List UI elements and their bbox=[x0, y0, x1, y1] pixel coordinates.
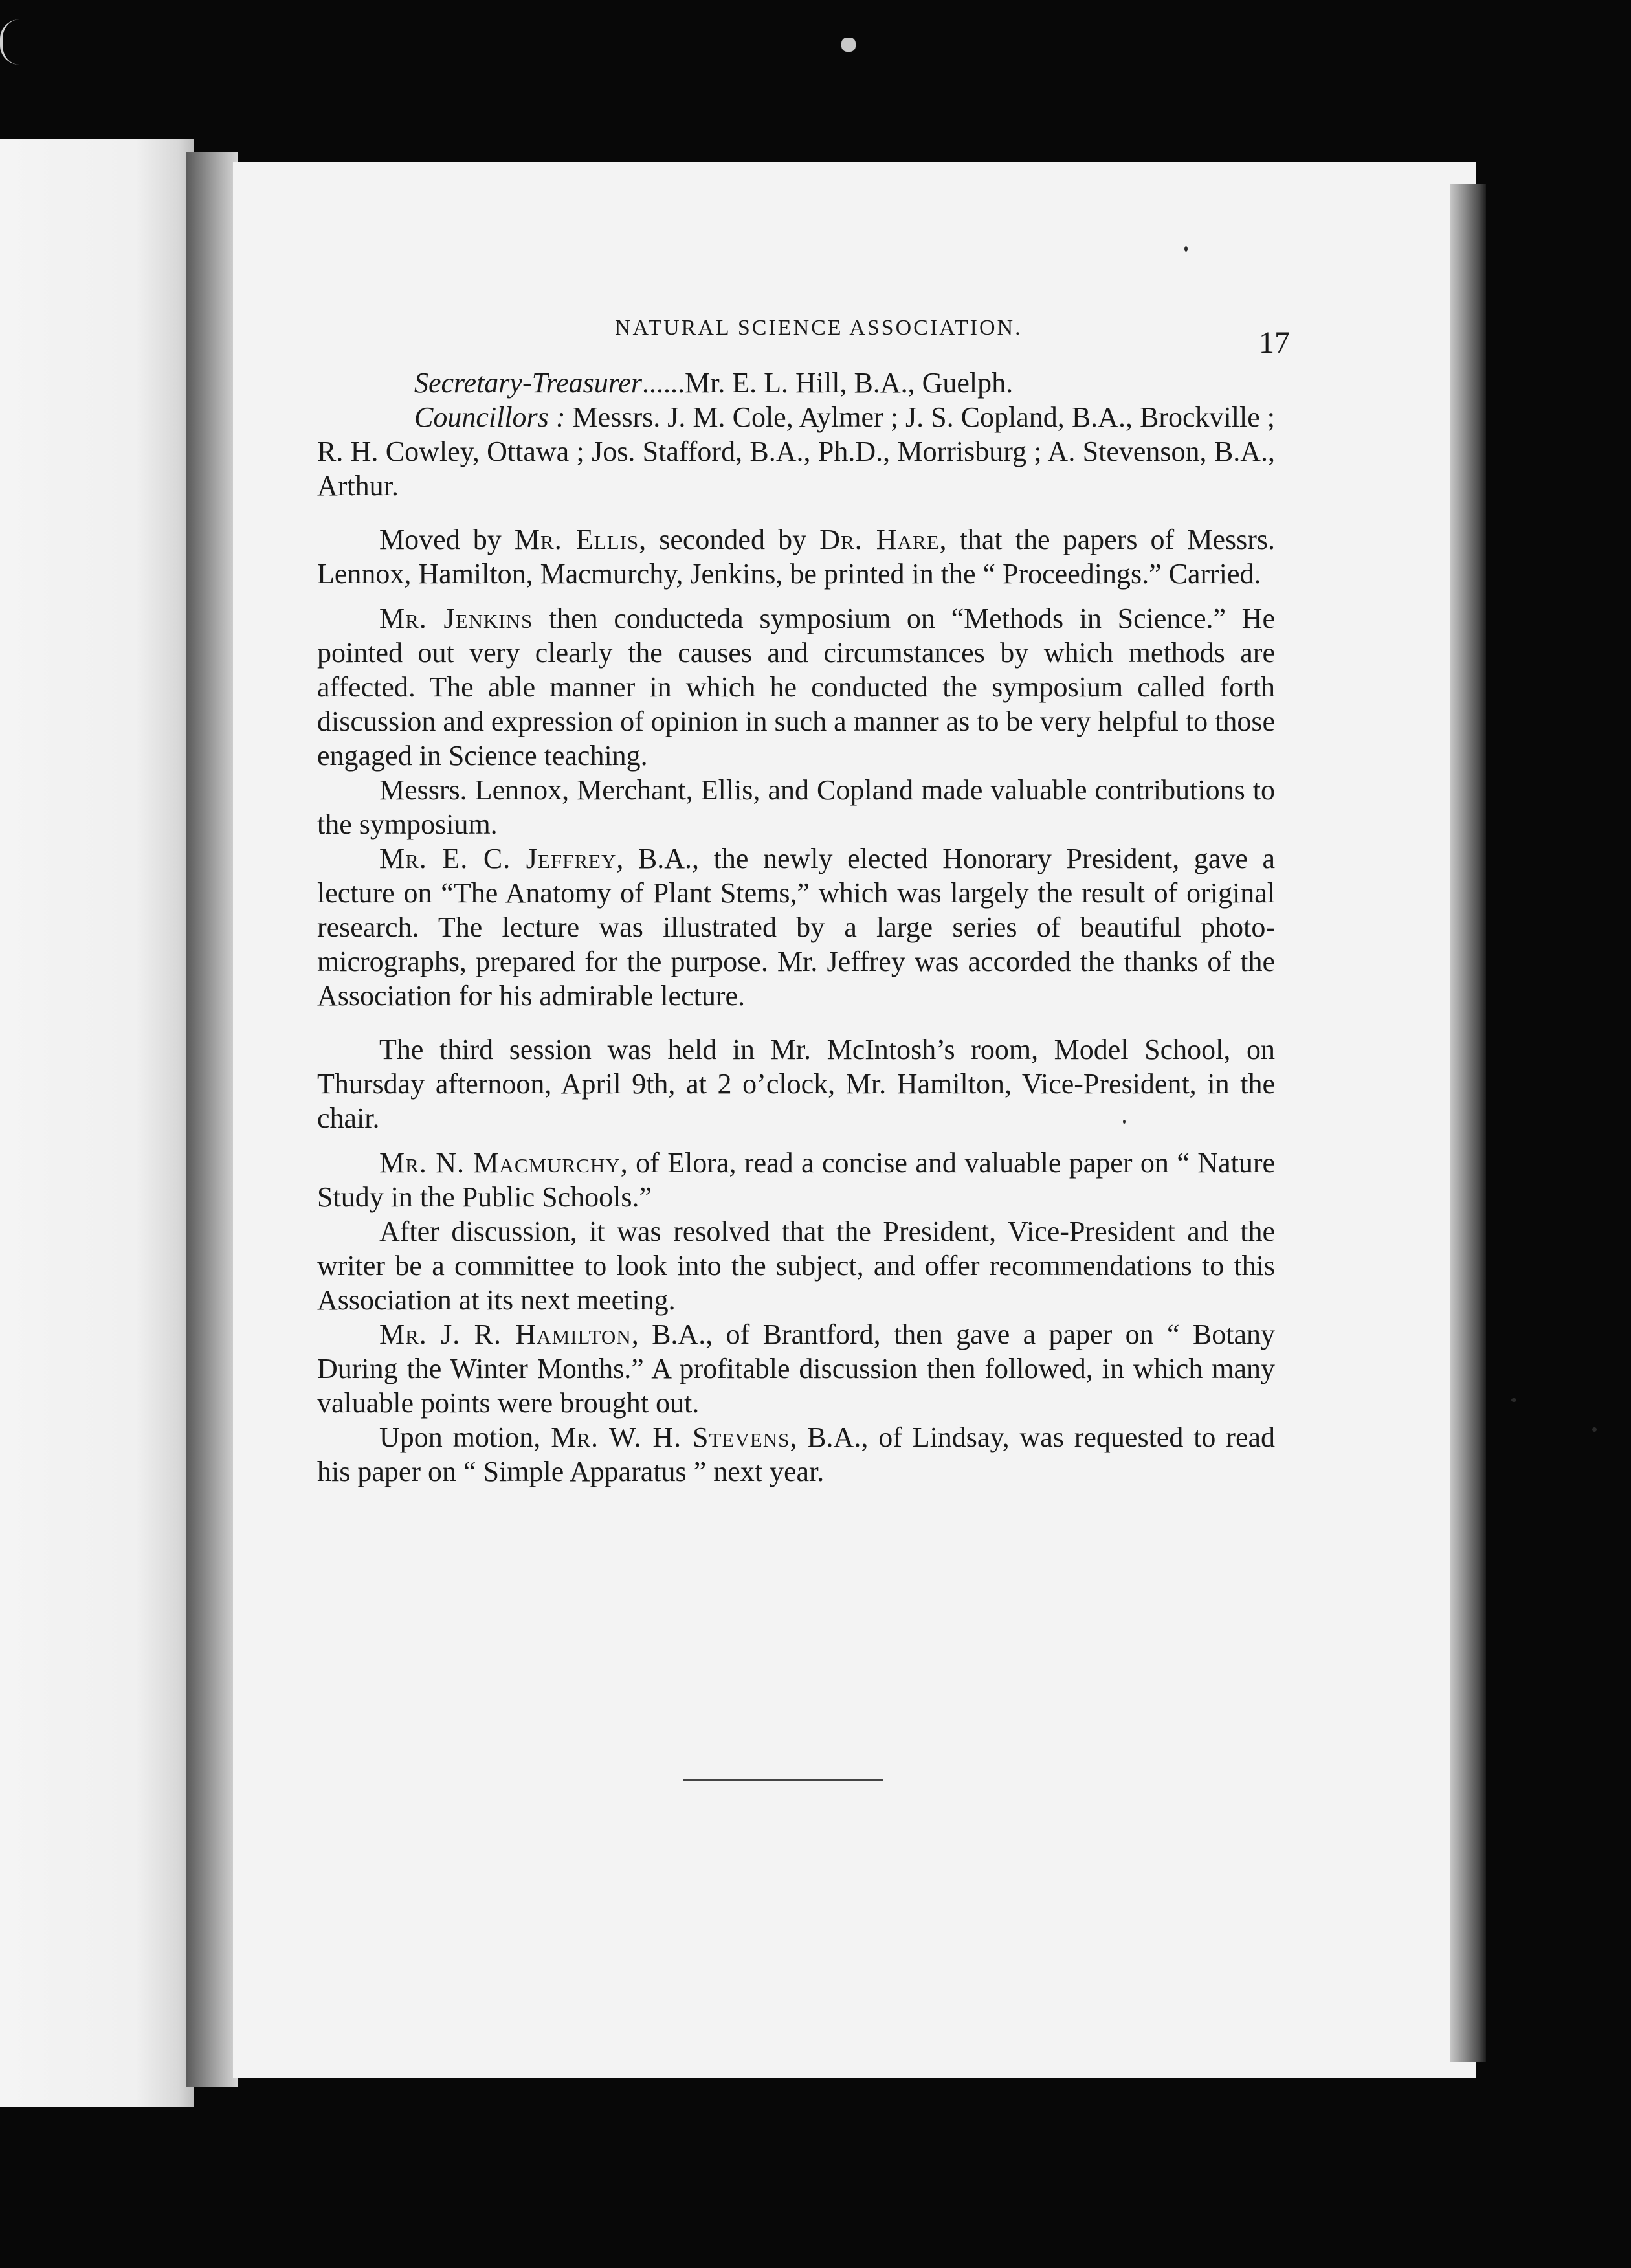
speaker-name: Mr. W. H. Stevens bbox=[551, 1421, 790, 1453]
paragraph-hamilton bbox=[317, 1317, 1275, 1420]
previous-page-fragment bbox=[0, 139, 194, 2107]
paragraph-text: Upon motion, bbox=[379, 1421, 551, 1453]
paragraph-stevens bbox=[317, 1420, 1275, 1489]
paragraph-jenkins bbox=[317, 601, 1275, 773]
scan-speck bbox=[1511, 1398, 1516, 1402]
page-body bbox=[317, 366, 1275, 1489]
paragraph-text: , B.A., of Brantford, then gave a paper on “ Botany During the Winter Months.” A profitable discussion then followed, in which many valuable points were brought out. bbox=[317, 1318, 1275, 1419]
paragraph-text: Moved by bbox=[379, 524, 515, 555]
scan-speck bbox=[1592, 1427, 1597, 1432]
speaker-name: Mr. J. R. Hamilton bbox=[379, 1318, 632, 1350]
secretary-treasurer-line bbox=[317, 366, 1275, 400]
page-number: 17 bbox=[1259, 326, 1290, 360]
speaker-name: Mr. E. C. Jeffrey bbox=[379, 843, 617, 874]
paragraph-third-session: The third session was held in Mr. McIntosh’s room, Model School, on Thursday afternoon, April 9th, at 2 o’clock, Mr. Hamilton, Vice-President, in the chair. bbox=[317, 1034, 1275, 1134]
speaker-name: Mr. N. Macmurchy bbox=[379, 1147, 621, 1179]
councillors-names: Messrs. J. M. Cole, Aylmer ; J. S. Copland, B.A., Brockville ; R. H. Cowley, Ottawa ; Jos. Stafford, B.A., Ph.D., Morrisburg ; A. Stevenson, B.A., Arthur. bbox=[317, 401, 1275, 502]
page-edge-shadow bbox=[1450, 184, 1486, 2062]
paragraph-contributions: Messrs. Lennox, Merchant, Ellis, and Copland made valuable contributions to the symposium. bbox=[317, 774, 1275, 840]
scan-mark bbox=[841, 38, 856, 52]
book-gutter bbox=[186, 152, 238, 2087]
paragraph-text: , B.A., the newly elected Honorary President, gave a lecture on “The Anatomy of Plant Stems,” which was largely the result of original research. The lecture was illustrated by a large series of beautiful photo-micrographs, prepared for the purpose. Mr. Jeffrey was accorded the thanks of the Association for his admirable lecture. bbox=[317, 843, 1275, 1012]
paragraph-jeffrey bbox=[317, 841, 1275, 1013]
speaker-name: Mr. Jenkins bbox=[379, 603, 533, 634]
speaker-name: Dr. Hare bbox=[819, 524, 940, 555]
councillors-label: Councillors : bbox=[414, 401, 566, 433]
paragraph-macmurchy bbox=[317, 1146, 1275, 1214]
paragraph-after-discussion: After discussion, it was resolved that the President, Vice-President and the writer be a committee to look into the subject, and offer recommendations to this Association at its next meeting. bbox=[317, 1216, 1275, 1316]
councillors-paragraph bbox=[317, 400, 1275, 503]
paragraph-text: , of Elora, read a concise and valuable paper on “ Nature Study in the Public Schools.” bbox=[317, 1147, 1275, 1213]
paragraph-text: , seconded by bbox=[639, 524, 820, 555]
paragraph-text: , that the papers of Messrs. Lennox, Hamilton, Macmurchy, Jenkins, be printed in the “ Proceedings.” Carried. bbox=[317, 524, 1275, 590]
paragraph-text: then conducteda symposium on “Methods in Science.” He pointed out very clearly the causes and circumstances by which methods are affected. The able manner in which he conducted the symposium called forth discussion and expression of opinion in such a manner as to be very helpful to those engaged in Science teaching. bbox=[317, 603, 1275, 772]
page-corner-curl bbox=[0, 19, 19, 65]
section-end-rule bbox=[683, 1779, 883, 1781]
scan-speck bbox=[1123, 1120, 1126, 1124]
speaker-name: Mr. Ellis bbox=[514, 524, 639, 555]
running-head: NATURAL SCIENCE ASSOCIATION. bbox=[615, 316, 1023, 340]
scan-speck bbox=[1184, 246, 1188, 252]
paragraph-moved bbox=[317, 522, 1275, 591]
secretary-name: Mr. E. L. Hill, B.A., Guelph. bbox=[684, 367, 1014, 399]
paragraph-text: , B.A., of Lindsay, was requested to read his paper on “ Simple Apparatus ” next year. bbox=[317, 1421, 1276, 1487]
secretary-label: Secretary-Treasurer bbox=[414, 367, 642, 399]
leader-dots: ...... bbox=[641, 367, 685, 399]
